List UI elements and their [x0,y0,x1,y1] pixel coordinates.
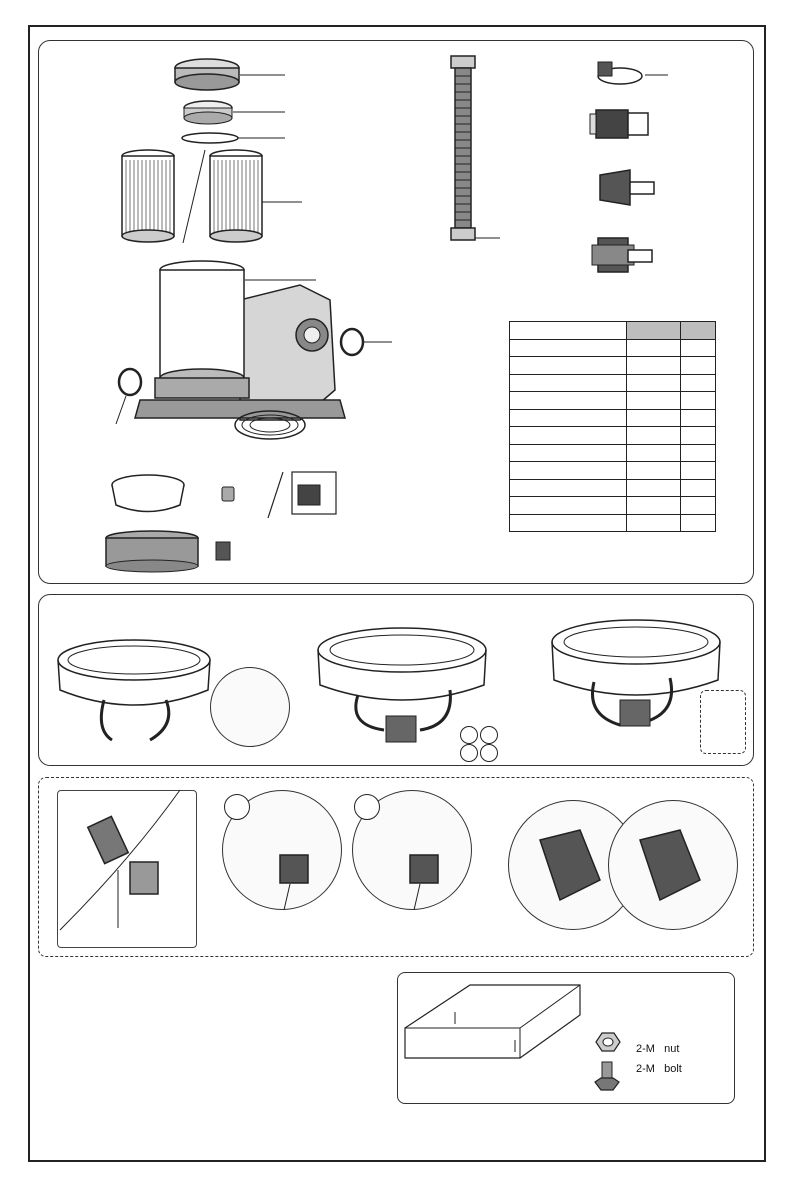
bolt-label: 2-M bolt [636,1063,682,1075]
nut-icon [592,1030,622,1054]
bolt-icon [592,1060,622,1094]
nut-label: 2-M nut [636,1043,680,1055]
